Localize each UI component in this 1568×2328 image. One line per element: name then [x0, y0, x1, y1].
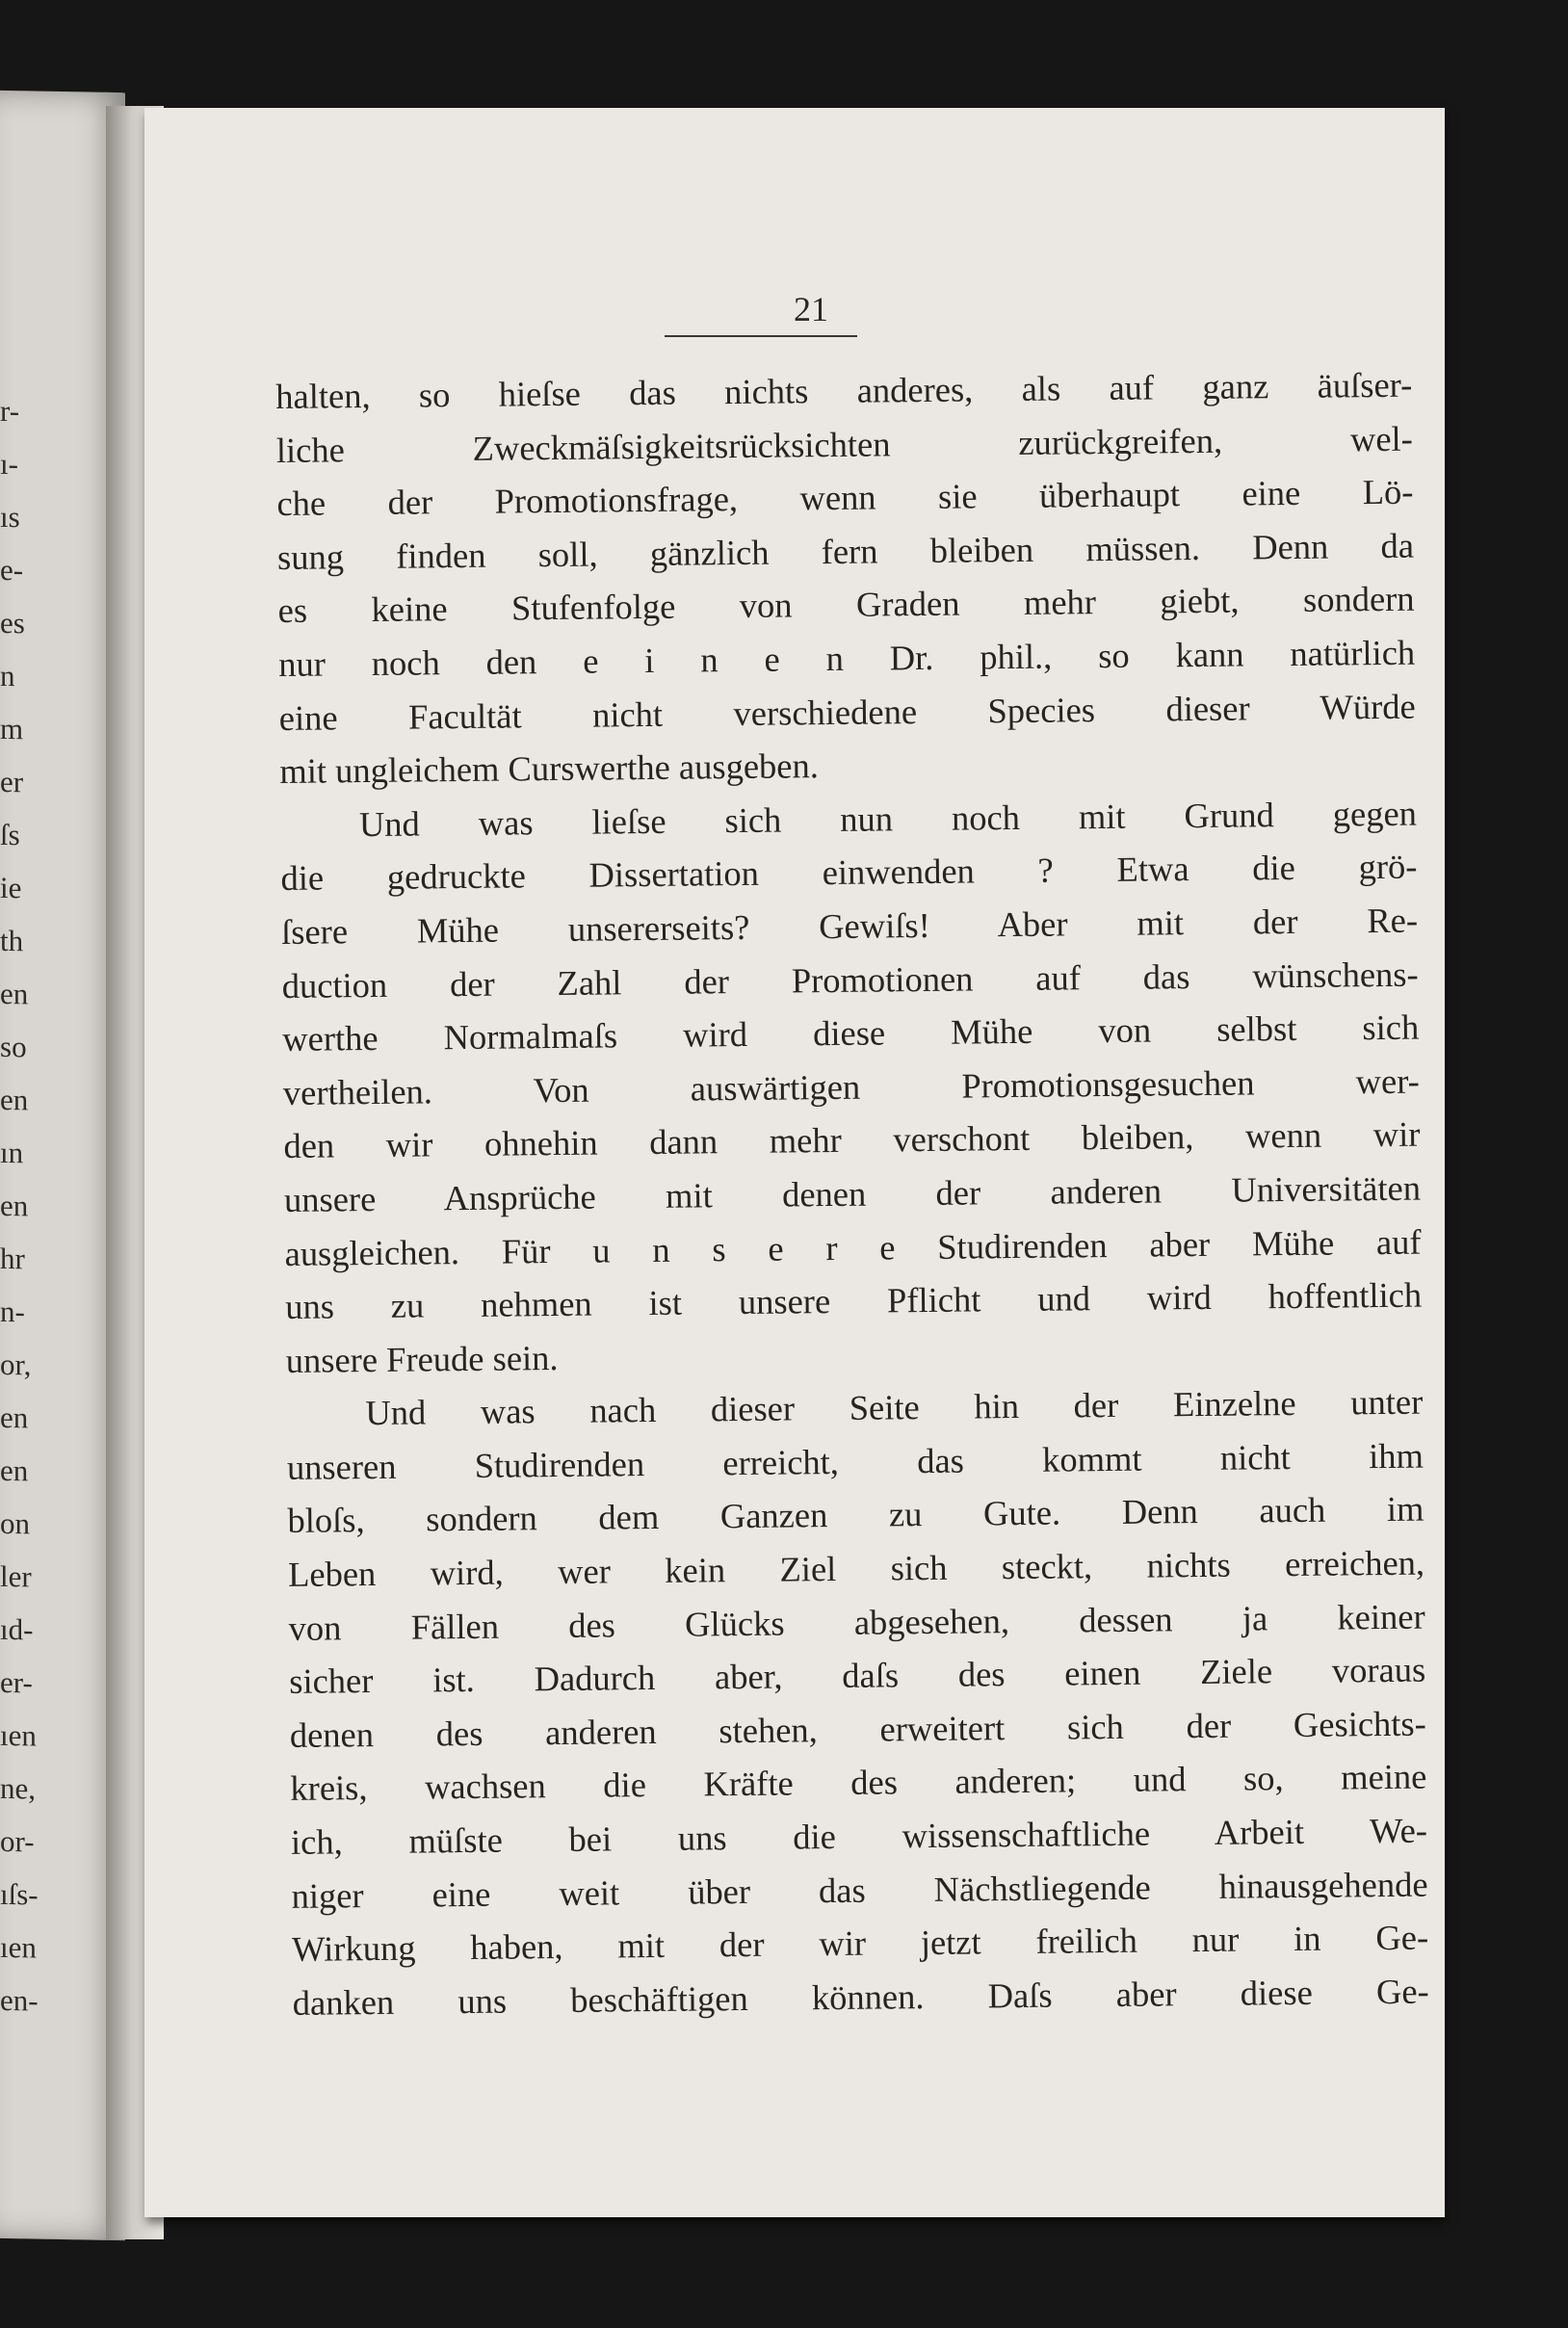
body-text [275, 358, 1429, 2030]
previous-page-fragment: en [0, 976, 29, 1011]
text-line: sicher ist. Dadurch aber, daſs des einen Ziele voraus [289, 1649, 1426, 1702]
text-line: unseren Studirenden erreicht, das kommt nicht ihm [286, 1435, 1424, 1487]
previous-page-fragment: en [0, 1399, 29, 1435]
previous-page-fragment: so [0, 1029, 27, 1064]
text-line: unsere Freude sein. [285, 1337, 559, 1380]
previous-page-fragment: e- [0, 552, 24, 588]
previous-page-fragment: th [0, 923, 24, 958]
text-line: liche Zweckmäſsigkeitsrücksichten zurückgreifen, wel- [275, 418, 1414, 470]
previous-page-fragment: en [0, 1452, 29, 1488]
previous-page-fragment: n- [0, 1294, 25, 1329]
text-line: danken uns beschäftigen können. Daſs aber diese Ge- [292, 1971, 1429, 2023]
text-line: Wirkung haben, mit der wir jetzt freilich nur in Ge- [291, 1917, 1429, 1970]
previous-page-fragment: ı- [0, 446, 18, 482]
previous-page-fragment: or- [0, 1823, 35, 1859]
text-line: bloſs, sondern dem Ganzen zu Gute. Denn auch im [287, 1489, 1424, 1541]
text-line: mit ungleichem Curswerthe ausgeben. [279, 745, 820, 792]
previous-page-fragment: r- [0, 393, 20, 429]
text-line: ausgleichen. Für u n s e r e Studirenden aber Mühe auf [284, 1221, 1422, 1273]
previous-page-fragment: ın [0, 1135, 24, 1170]
previous-page-fragment: n [0, 658, 15, 693]
text-line: kreis, wachsen die Kräfte des anderen; und so, meine [290, 1757, 1427, 1809]
text-line: che der Promotionsfrage, wenn sie überhaupt eine Lö- [276, 471, 1414, 524]
previous-page-fragment: ne, [0, 1770, 37, 1806]
text-line: unsere Ansprüche mit denen der anderen Universitäten [283, 1167, 1422, 1219]
text-line: nur noch den e i n e n Dr. phil., so kann natürlich [277, 632, 1416, 684]
text-line: duction der Zahl der Promotionen auf das wünschens- [281, 954, 1419, 1006]
previous-page-fragment: or, [0, 1347, 32, 1382]
previous-page-fragment: er [0, 764, 24, 799]
header-rule [665, 335, 857, 337]
text-line: Und was lieſse sich nun noch mit Grund gegen [358, 793, 1418, 844]
text-line: von Fällen des Glücks abgesehen, dessen ja keiner [288, 1596, 1425, 1648]
previous-page-fragment: ıs [0, 499, 20, 535]
previous-page-fragment: en [0, 1188, 29, 1223]
previous-page-fragment: hr [0, 1241, 25, 1276]
previous-page-fragment: ıſs- [0, 1876, 39, 1912]
book-page [144, 108, 1445, 2217]
text-line: niger eine weit über das Nächstliegende hinausgehende [291, 1864, 1428, 1916]
previous-page-fragment: ıen [0, 1717, 37, 1753]
previous-page-fragment: ſs [0, 817, 20, 852]
previous-page-fragment: ıen [0, 1929, 37, 1965]
text-line: Und was nach dieser Seite hin der Einzelne unter [365, 1381, 1424, 1433]
text-line: Leben wird, wer kein Ziel sich steckt, nichts erreichen, [287, 1542, 1425, 1594]
page-number: 21 [794, 290, 828, 328]
text-line: uns zu nehmen ist unsere Pflicht und wird hoffentlich [284, 1274, 1423, 1327]
text-line: den wir ohnehin dann mehr verschont bleiben, wenn wir [283, 1113, 1421, 1166]
previous-page-fragment: ie [0, 870, 22, 905]
text-line: sung finden soll, gänzlich fern bleiben müssen. Denn da [276, 525, 1415, 577]
text-line: die gedruckte Dissertation einwenden ? Etwa die grö- [280, 846, 1418, 899]
text-line: werthe Normalmaſs wird diese Mühe von selbst sich [282, 1007, 1420, 1059]
previous-page-fragment: en- [0, 1982, 39, 2018]
previous-page-fragment: en [0, 1082, 29, 1117]
previous-page-fragment: ıd- [0, 1611, 34, 1647]
previous-page-fragment: ler [0, 1558, 32, 1594]
text-line: ich, müſste bei uns die wissenschaftliche Arbeit We- [290, 1810, 1428, 1862]
text-line: vertheilen. Von auswärtigen Promotionsgesuchen wer- [282, 1060, 1421, 1112]
text-line: halten, so hieſse das nichts anderes, als auf ganz äuſser- [275, 364, 1413, 416]
text-line: es keine Stufenfolge von Graden mehr giebt, sondern [277, 579, 1415, 631]
previous-page-fragment: m [0, 711, 24, 746]
text-line: ſsere Mühe unsererseits? Gewiſs! Aber mit der Re- [280, 900, 1419, 952]
previous-page-fragment: er- [0, 1664, 33, 1700]
text-line: eine Facultät nicht verschiedene Species dieser Würde [278, 686, 1416, 738]
previous-page-fragment: es [0, 605, 25, 641]
previous-page-fragment: on [0, 1505, 30, 1541]
text-line: denen des anderen stehen, erweitert sich der Gesichts- [289, 1703, 1426, 1755]
